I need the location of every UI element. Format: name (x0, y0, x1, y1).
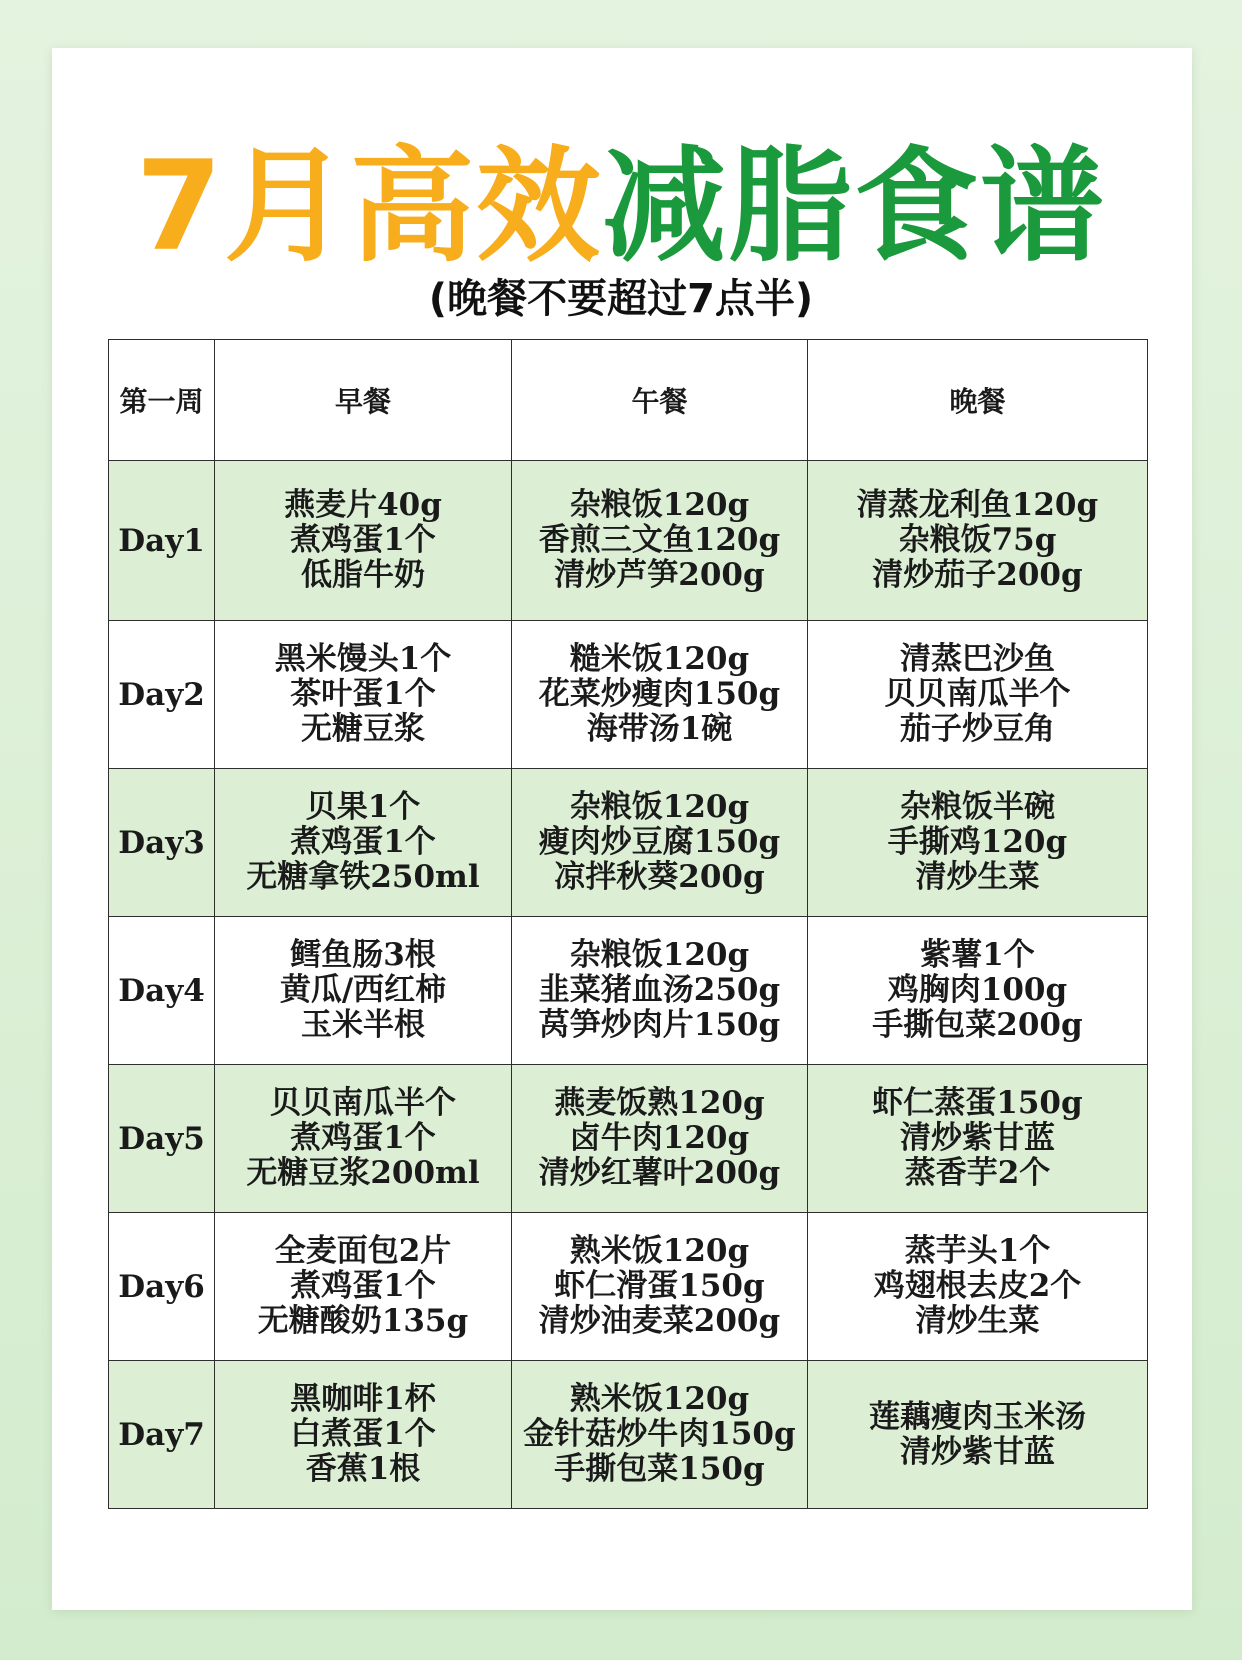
lunch-item: 瘦肉炒豆腐150g (538, 824, 781, 860)
breakfast-cell (215, 1065, 512, 1213)
breakfast-item: 贝贝南瓜半个 (270, 1085, 456, 1121)
dinner-cell (808, 621, 1148, 769)
dinner-item: 茄子炒豆角 (900, 711, 1055, 747)
breakfast-item: 燕麦片40g (284, 487, 442, 523)
dinner-item: 手撕包菜200g (872, 1007, 1083, 1043)
dinner-item: 杂粮饭半碗 (900, 789, 1055, 825)
title-highlight-orange: 7月高效 (135, 135, 603, 279)
lunch-item: 清炒芦笋200g (554, 557, 765, 593)
breakfast-cell (215, 917, 512, 1065)
table-row (109, 1213, 1148, 1361)
lunch-item: 海带汤1碗 (586, 711, 733, 747)
breakfast-item: 黑米馒头1个 (274, 641, 452, 677)
meal-plan-table (108, 339, 1148, 1509)
lunch-item: 杂粮饭120g (569, 789, 750, 825)
dinner-item: 蒸芋头1个 (904, 1233, 1051, 1269)
dinner-item: 清炒紫甘蓝 (900, 1120, 1055, 1156)
breakfast-item: 煮鸡蛋1个 (290, 1120, 436, 1156)
breakfast-item: 黑咖啡1杯 (290, 1381, 436, 1417)
breakfast-item: 贝果1个 (305, 789, 421, 825)
dinner-cell (808, 769, 1148, 917)
dinner-item: 贝贝南瓜半个 (884, 676, 1071, 712)
breakfast-item: 鳕鱼肠3根 (290, 937, 436, 973)
lunch-item: 熟米饭120g (569, 1381, 750, 1417)
dinner-item: 清炒紫甘蓝 (900, 1433, 1055, 1470)
dinner-item: 杂粮饭75g (898, 522, 1057, 558)
dinner-item: 鸡胸肉100g (887, 972, 1068, 1008)
breakfast-cell (215, 621, 512, 769)
dinner-item: 清蒸巴沙鱼 (900, 641, 1055, 677)
page-title (0, 132, 1242, 282)
table-row (109, 769, 1148, 917)
dinner-item: 清炒生菜 (915, 1303, 1040, 1339)
day-label: Day6 (109, 1213, 215, 1361)
lunch-cell (512, 769, 808, 917)
lunch-item: 杂粮饭120g (569, 487, 750, 523)
breakfast-item: 茶叶蛋1个 (290, 676, 436, 712)
lunch-item: 香煎三文鱼120g (538, 522, 781, 558)
lunch-cell (512, 1065, 808, 1213)
dinner-item: 清炒茄子200g (872, 557, 1083, 593)
table-row (109, 1065, 1148, 1213)
dinner-item: 紫薯1个 (920, 937, 1035, 973)
table-body (109, 461, 1148, 1509)
table-header-row (109, 340, 1148, 461)
lunch-item: 凉拌秋葵200g (554, 859, 765, 895)
dinner-item: 清蒸龙利鱼120g (856, 487, 1099, 523)
lunch-cell (512, 1361, 808, 1509)
breakfast-item: 无糖豆浆 (301, 711, 425, 747)
lunch-cell (512, 917, 808, 1065)
title-highlight-green: 减脂食谱 (602, 135, 1107, 279)
day-label: Day7 (109, 1361, 215, 1509)
lunch-item: 手撕包菜150g (554, 1451, 765, 1487)
lunch-item: 清炒红薯叶200g (538, 1155, 781, 1191)
lunch-item: 花菜炒瘦肉150g (538, 676, 781, 712)
breakfast-item: 煮鸡蛋1个 (290, 1268, 436, 1304)
table-row (109, 917, 1148, 1065)
lunch-cell (512, 1213, 808, 1361)
day-label: Day2 (109, 621, 215, 769)
dinner-item: 蒸香芋2个 (904, 1155, 1051, 1191)
table-row (109, 461, 1148, 621)
dinner-cell (808, 1213, 1148, 1361)
dinner-item: 鸡翅根去皮2个 (873, 1268, 1082, 1304)
breakfast-item: 无糖拿铁250ml (246, 859, 480, 895)
breakfast-item: 低脂牛奶 (301, 557, 425, 593)
breakfast-item: 煮鸡蛋1个 (290, 824, 436, 860)
lunch-item: 清炒油麦菜200g (538, 1303, 781, 1339)
breakfast-item: 无糖豆浆200ml (246, 1155, 480, 1191)
dinner-cell (808, 1361, 1148, 1509)
lunch-item: 韭菜猪血汤250g (538, 972, 781, 1008)
lunch-cell (512, 461, 808, 621)
breakfast-item: 白煮蛋1个 (290, 1416, 436, 1452)
header-week: 第一周 (109, 340, 215, 461)
page-subtitle: (晚餐不要超过7点半) (428, 276, 814, 322)
table-row (109, 621, 1148, 769)
lunch-item: 杂粮饭120g (569, 937, 750, 973)
lunch-item: 糙米饭120g (569, 641, 750, 677)
dinner-cell (808, 917, 1148, 1065)
breakfast-cell (215, 769, 512, 917)
breakfast-item: 玉米半根 (301, 1007, 425, 1043)
breakfast-cell (215, 1361, 512, 1509)
dinner-item: 虾仁蒸蛋150g (872, 1085, 1083, 1121)
dinner-item: 手撕鸡120g (887, 824, 1068, 860)
header-dinner: 晚餐 (808, 340, 1148, 461)
lunch-cell (512, 621, 808, 769)
day-label: Day4 (109, 917, 215, 1065)
lunch-item: 金针菇炒牛肉150g (523, 1416, 796, 1452)
day-label: Day3 (109, 769, 215, 917)
day-label: Day5 (109, 1065, 215, 1213)
breakfast-item: 黄瓜/西红柿 (279, 972, 447, 1008)
lunch-item: 虾仁滑蛋150g (554, 1268, 765, 1304)
breakfast-item: 全麦面包2片 (274, 1233, 452, 1269)
header-breakfast: 早餐 (215, 340, 512, 461)
header-lunch: 午餐 (512, 340, 808, 461)
breakfast-cell (215, 461, 512, 621)
breakfast-item: 无糖酸奶135g (257, 1303, 469, 1339)
dinner-item: 清炒生菜 (915, 859, 1040, 895)
table-row (109, 1361, 1148, 1509)
dinner-item: 莲藕瘦肉玉米汤 (869, 1398, 1086, 1435)
lunch-item: 卤牛肉120g (569, 1120, 750, 1156)
dinner-cell (808, 1065, 1148, 1213)
lunch-item: 莴笋炒肉片150g (538, 1007, 781, 1043)
breakfast-item: 煮鸡蛋1个 (290, 522, 436, 558)
breakfast-cell (215, 1213, 512, 1361)
dinner-cell (808, 461, 1148, 621)
breakfast-item: 香蕉1根 (305, 1451, 421, 1487)
lunch-item: 燕麦饭熟120g (554, 1085, 765, 1121)
lunch-item: 熟米饭120g (569, 1233, 750, 1269)
day-label: Day1 (109, 461, 215, 621)
